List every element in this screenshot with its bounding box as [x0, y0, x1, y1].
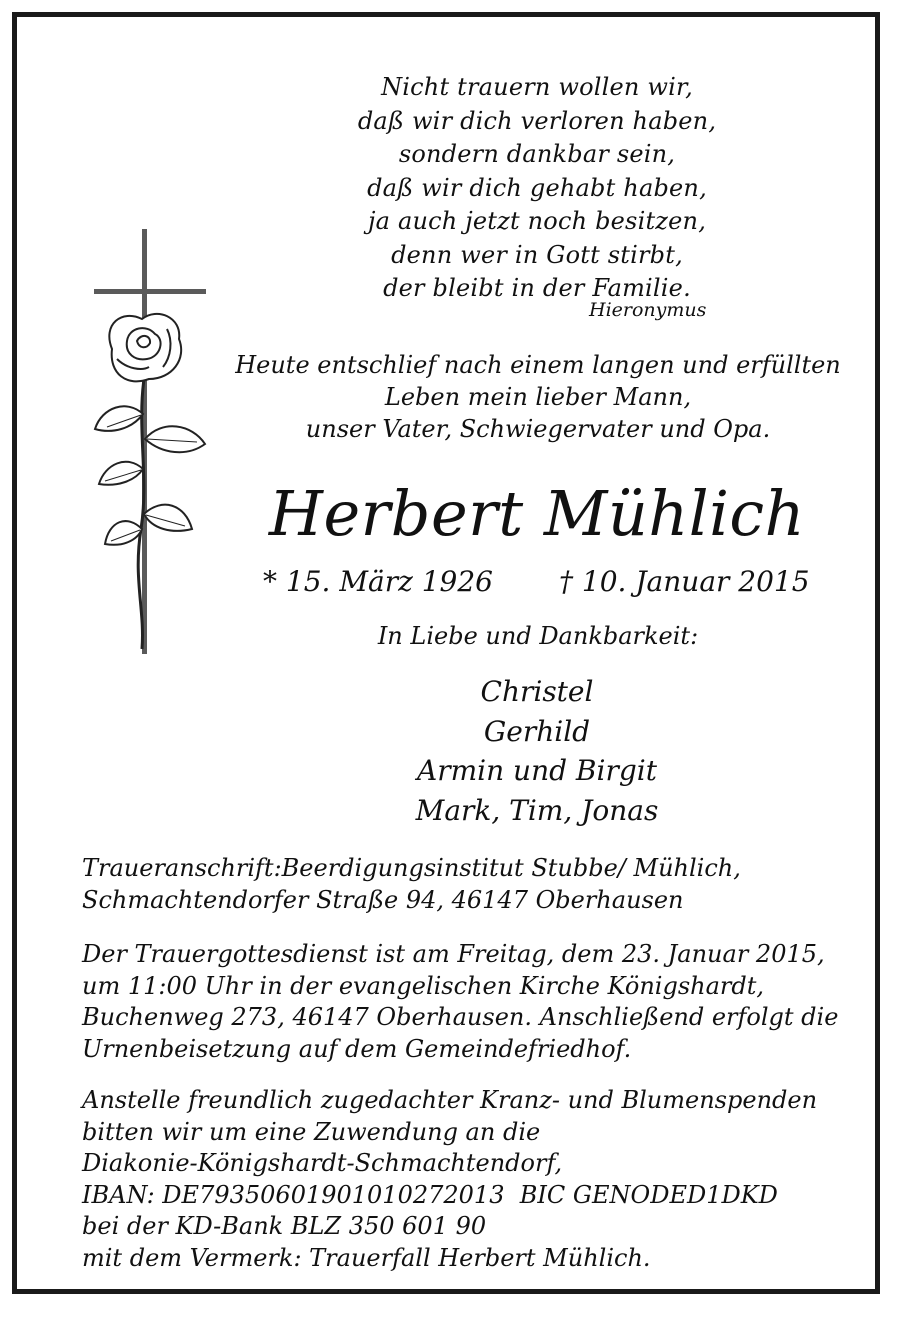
service-info: [82, 939, 882, 1065]
mourner-name: Armin und Birgit: [417, 754, 657, 787]
announcement-line: Heute entschlief nach einem langen und erfüllten: [235, 351, 841, 379]
donation-line: Diakonie-Königshardt-Schmachtendorf,: [82, 1149, 563, 1177]
poem-line: Nicht trauern wollen wir,: [381, 73, 693, 101]
address-line: Schmachtendorfer Straße 94, 46147 Oberhausen: [82, 885, 684, 914]
birth-date: * 15. März 1926: [263, 565, 493, 598]
service-line: Urnenbeisetzung auf dem Gemeindefriedhof.: [82, 1034, 632, 1063]
service-line: um 11:00 Uhr in der evangelischen Kirche Königshardt,: [82, 971, 765, 1000]
death-date: † 10. Januar 2015: [559, 565, 810, 598]
donation-line: bei der KD-Bank BLZ 350 601 90: [82, 1212, 487, 1240]
poem-line: denn wer in Gott stirbt,: [391, 240, 683, 269]
cross-rose-icon: [87, 229, 222, 659]
address-line: Traueranschrift:Beerdigungsinstitut Stubbe/ Mühlich,: [82, 854, 741, 882]
poem-line: ja auch jetzt noch besitzen,: [367, 207, 707, 235]
mourner-name: Gerhild: [483, 714, 591, 748]
announcement-line: unser Vater, Schwiegervater und Opa.: [305, 415, 771, 443]
donation-line: mit dem Vermerk: Trauerfall Herbert Mühlich.: [82, 1243, 651, 1272]
poem-line: sondern dankbar sein,: [398, 140, 676, 168]
deceased-name: Herbert Mühlich: [268, 477, 806, 550]
poem-author: Hieronymus: [589, 299, 707, 321]
poem-line: daß wir dich verloren haben,: [357, 106, 717, 135]
obituary-frame: [12, 12, 880, 1294]
death-announcement: [213, 349, 863, 445]
donation-line: IBAN: DE79350601901010272013 BIC GENODED1DKD: [82, 1180, 778, 1209]
poem: [317, 71, 757, 306]
service-line: Buchenweg 273, 46147 Oberhausen. Anschließend erfolgt die: [82, 1003, 839, 1031]
mourners-list: [337, 672, 737, 830]
donation-line: bitten wir um eine Zuwendung an die: [82, 1117, 541, 1146]
poem-line: der bleibt in der Familie.: [383, 274, 691, 302]
mourners-intro: In Liebe und Dankbarkeit:: [377, 622, 699, 650]
donation-info: [82, 1085, 882, 1274]
mourning-address: [82, 853, 882, 916]
announcement-line: Leben mein lieber Mann,: [384, 383, 692, 411]
mourner-name: Mark, Tim, Jonas: [415, 793, 659, 827]
mourner-name: Christel: [480, 675, 594, 708]
poem-line: daß wir dich gehabt haben,: [367, 173, 707, 202]
donation-line: Anstelle freundlich zugedachter Kranz- und Blumenspenden: [82, 1086, 818, 1114]
service-line: Der Trauergottesdienst ist am Freitag, dem 23. Januar 2015,: [82, 940, 825, 968]
